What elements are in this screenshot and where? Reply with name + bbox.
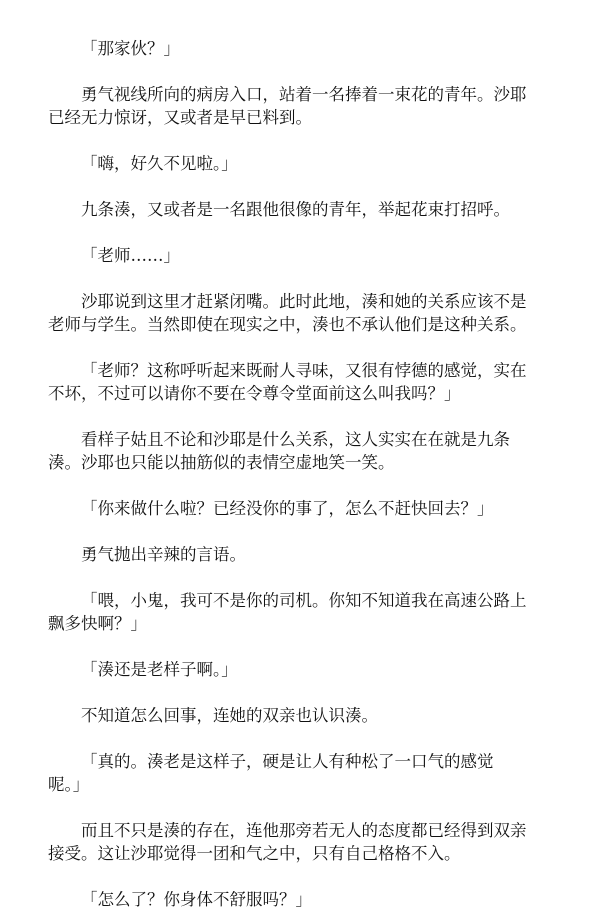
text-line: 「怎么了？你身体不舒服吗？」: [81, 890, 312, 909]
paragraph: [48, 290, 565, 336]
text-line: 「喂，小鬼，我可不是你的司机。你知不知道我在高速公路上: [81, 591, 527, 610]
text-line: 勇气抛出辛辣的言语。: [81, 545, 246, 564]
text-line: 「你来做什么啦？已经没你的事了，怎么不赶快回去？」: [81, 499, 494, 518]
text-line: 「老师？这称呼听起来既耐人寻味，又很有悖德的感觉，实在: [81, 361, 527, 380]
text-line: 「那家伙？」: [81, 39, 180, 58]
paragraph: [48, 750, 565, 796]
text-line: 勇气视线所向的病房入口，站着一名捧着一束花的青年。沙耶: [81, 85, 527, 104]
text-line: 不坏，不过可以请你不要在令尊令堂面前这么叫我吗？」: [48, 384, 461, 403]
text-line: 而且不只是湊的存在，连他那旁若无人的态度都已经得到双亲: [81, 821, 527, 840]
text-line: 「真的。湊老是这样子，硬是让人有种松了一口气的感觉: [81, 752, 494, 771]
paragraph: [48, 658, 565, 681]
text-line: 九条湊，又或者是一名跟他很像的青年，举起花束打招呼。: [81, 200, 510, 219]
paragraph: [48, 152, 565, 175]
paragraph: [48, 704, 565, 727]
paragraph: [48, 244, 565, 267]
paragraph: [48, 543, 565, 566]
paragraph: [48, 198, 565, 221]
text-line: 沙耶说到这里才赶紧闭嘴。此时此地，湊和她的关系应该不是: [81, 292, 527, 311]
paragraph: [48, 37, 565, 60]
text-line: 不知道怎么回事，连她的双亲也认识湊。: [81, 706, 378, 725]
paragraph: [48, 497, 565, 520]
paragraph: [48, 359, 565, 405]
paragraph: [48, 83, 565, 129]
text-line: 呢。」: [48, 775, 90, 794]
text-line: 「湊还是老样子啊。」: [81, 660, 238, 679]
text-line: 已经无力惊讶，又或者是早已料到。: [48, 108, 312, 127]
text-line: 「老师……」: [81, 246, 180, 265]
text-line: 湊。沙耶也只能以抽筋似的表情空虚地笑一笑。: [48, 453, 395, 472]
paragraph: [48, 819, 565, 865]
paragraph: [48, 428, 565, 474]
text-line: 看样子姑且不论和沙耶是什么关系，这人实实在在就是九条: [81, 430, 510, 449]
text-line: 接受。这让沙耶觉得一团和气之中，只有自己格格不入。: [48, 844, 461, 863]
text-line: 飘多快啊？」: [48, 614, 147, 633]
paragraph: [48, 589, 565, 635]
paragraph: [48, 888, 565, 911]
text-line: 「嗨，好久不见啦。」: [81, 154, 238, 173]
text-line: 老师与学生。当然即使在现实之中，湊也不承认他们是这种关系。: [48, 315, 527, 334]
